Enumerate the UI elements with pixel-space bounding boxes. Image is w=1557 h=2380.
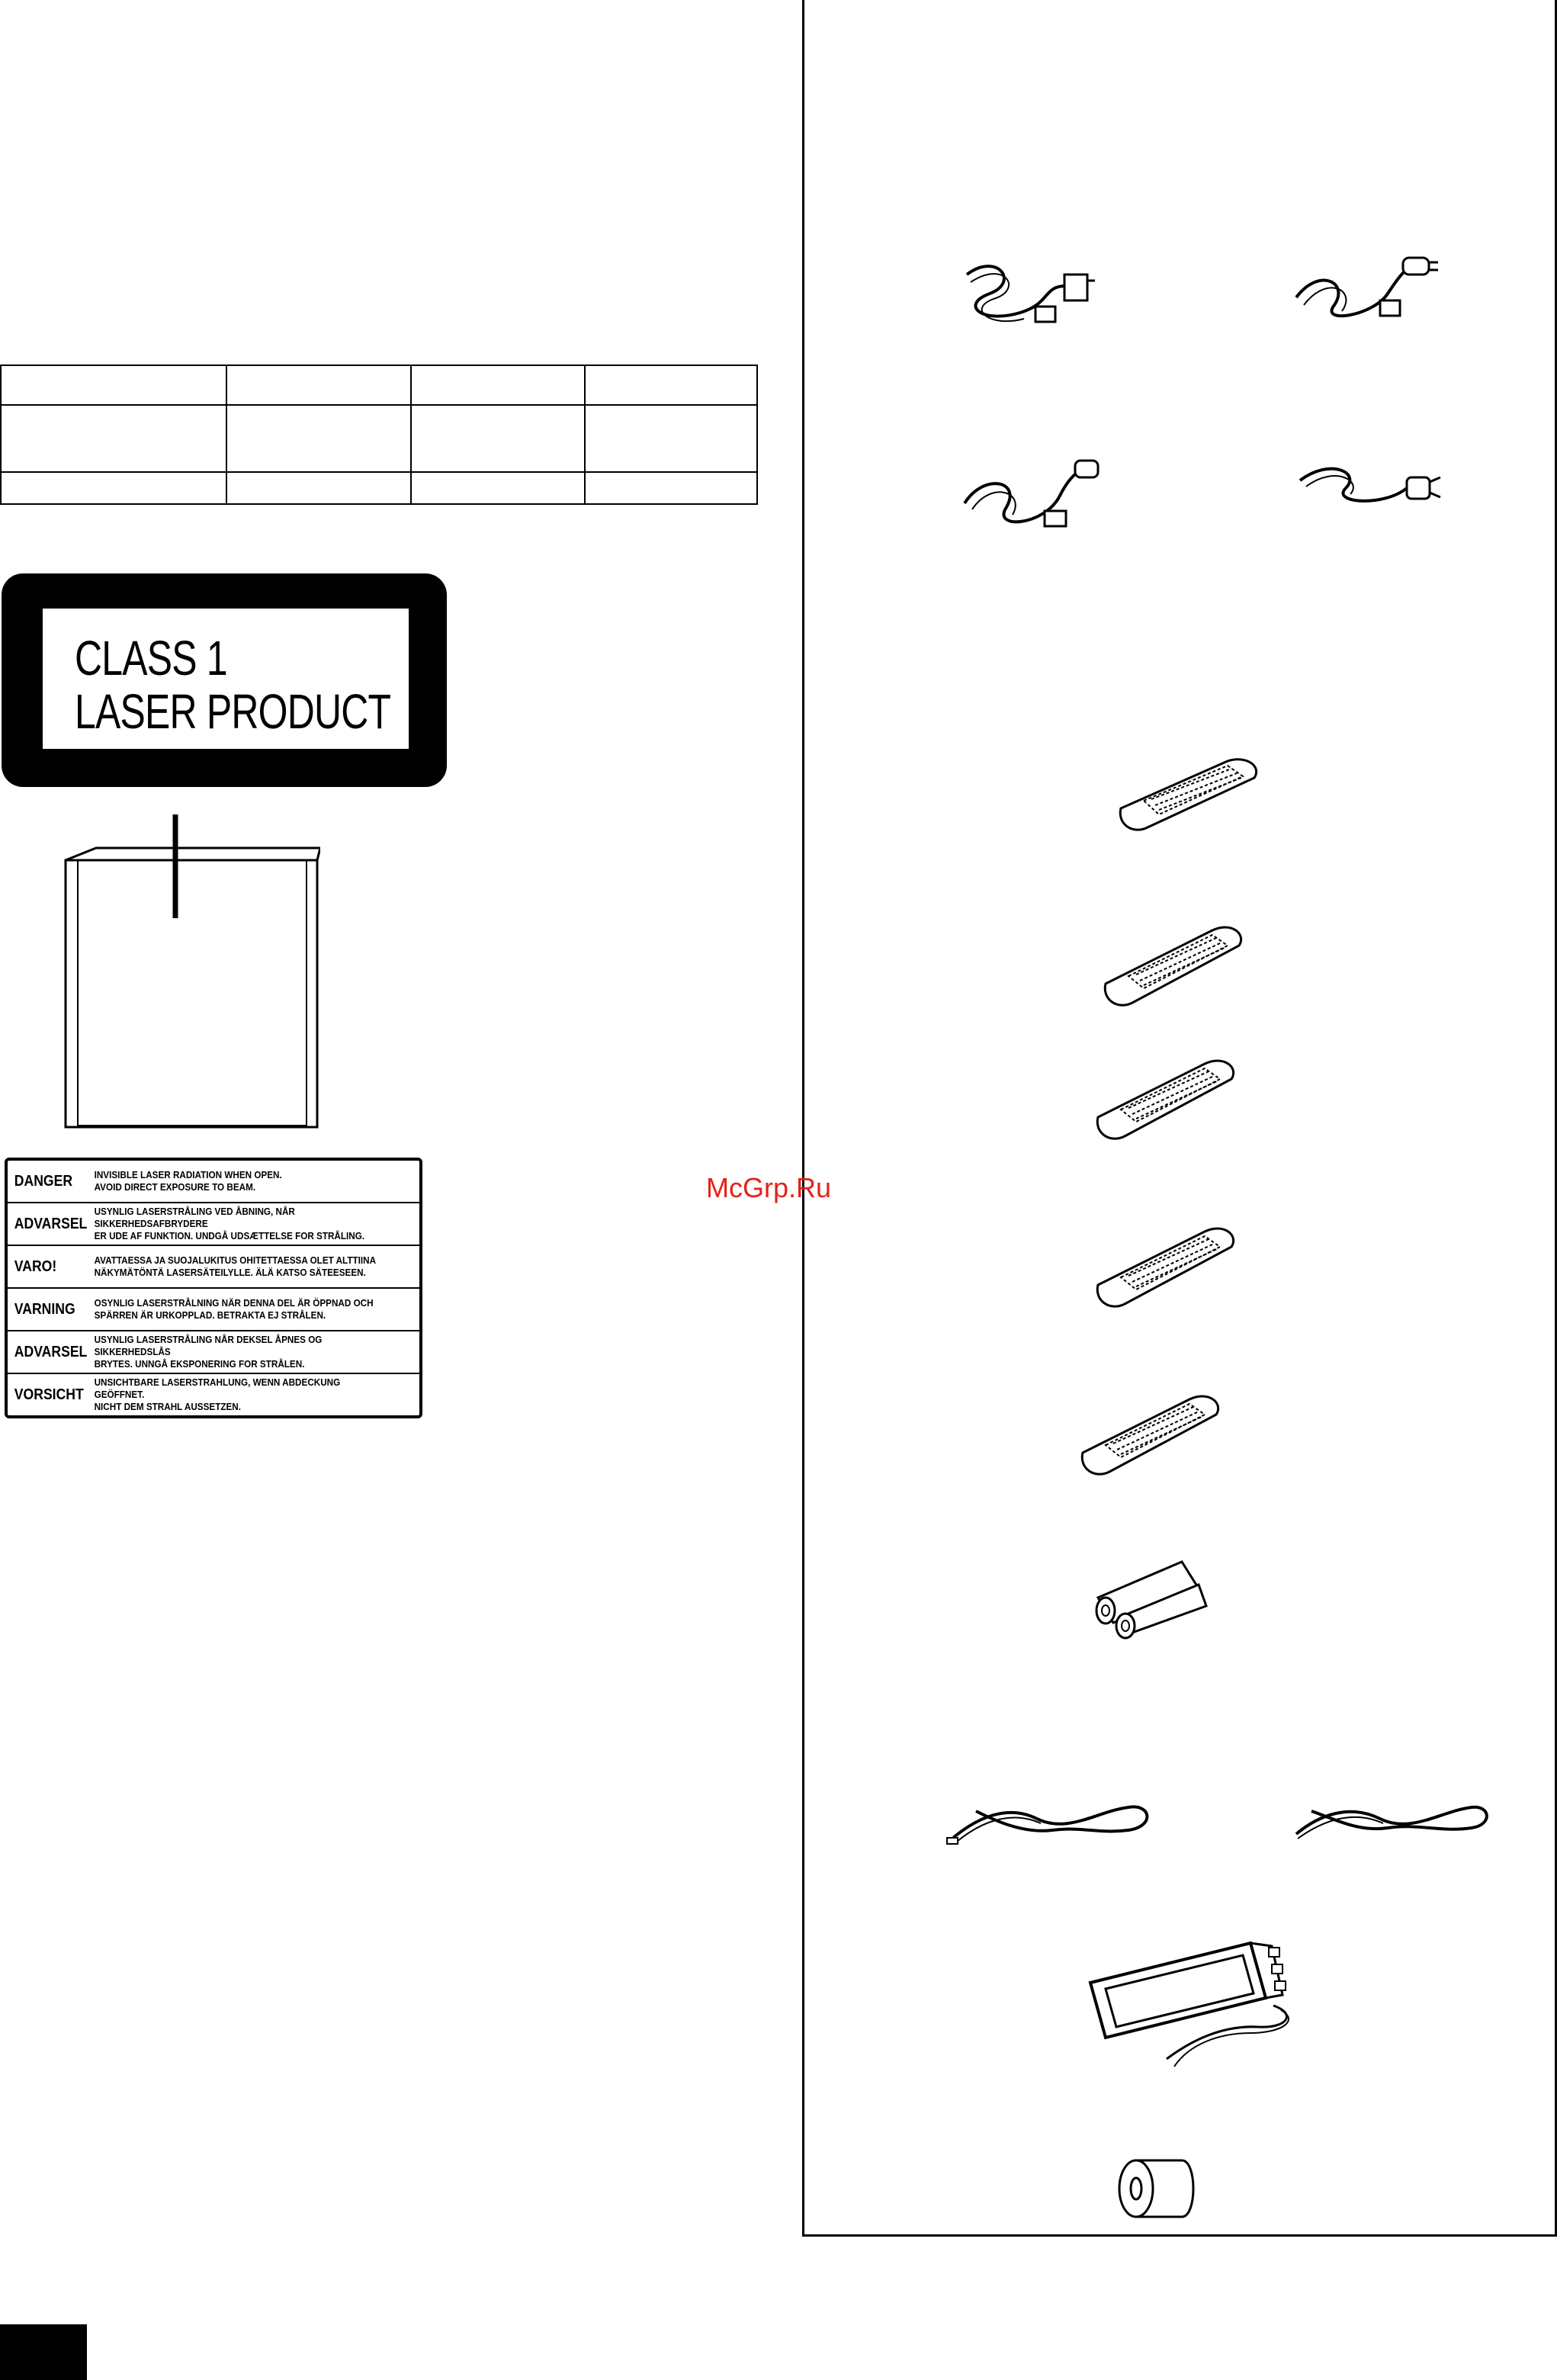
warning-row <box>8 1373 419 1415</box>
class-label-line2: LASER PRODUCT <box>75 684 391 739</box>
ferrite-core-icon <box>1113 2154 1205 2223</box>
warning-text: AVATTAESSA JA SUOJALUKITUS OHITETTAESSA OLET ALTTIINA NÄKYMÄTÖNTÄ LASERSÄTEILYLLE. ÄLÄ KATSO SÄTEESEEN. <box>94 1254 377 1278</box>
fm-antenna-wire-icon <box>945 1796 1159 1857</box>
warning-row <box>8 1202 419 1245</box>
warning-language: ADVARSEL <box>14 1343 88 1360</box>
spec-table <box>0 365 758 505</box>
watermark: McGrp.Ru <box>706 1172 832 1203</box>
remote-control-icon <box>1075 1384 1228 1483</box>
laser-warning-label <box>5 1158 422 1418</box>
warning-row <box>8 1330 419 1373</box>
ac-power-cord-uk-icon <box>952 252 1096 336</box>
warning-row <box>8 1161 419 1202</box>
warning-text: OSYNLIG LASERSTRÅLNING NÄR DENNA DEL ÄR ÖPPNAD OCH SPÄRREN ÄR URKOPPLAD. BETRAKTA EJ STRÅLEN. <box>94 1297 374 1321</box>
page-number-tab <box>0 2324 87 2380</box>
warning-language: DANGER <box>14 1172 73 1190</box>
class-label-line1: CLASS 1 <box>75 631 227 686</box>
warning-language: VARNING <box>14 1300 75 1318</box>
am-loop-antenna-icon <box>1083 1937 1311 2074</box>
unit-cabinet-illustration <box>58 814 320 1133</box>
warning-text: INVISIBLE LASER RADIATION WHEN OPEN. AVOID DIRECT EXPOSURE TO BEAM. <box>94 1169 282 1193</box>
batteries-icon <box>1083 1556 1212 1640</box>
remote-control-icon <box>1098 915 1250 1014</box>
warning-text: USYNLIG LASERSTRÅLING VED ÅBNING, NÅR SIKKERHEDSAFBRYDERE ER UDE AF FUNKTION. UNDGÅ UDSÆTTELSE FOR STRÅLING. <box>94 1206 365 1241</box>
warning-language: ADVARSEL <box>14 1215 88 1232</box>
remote-control-icon <box>1090 1049 1243 1148</box>
warning-language: VARO! <box>14 1257 57 1275</box>
warning-text: USYNLIG LASERSTRÅLING NÅR DEKSEL ÅPNES OG SIKKERHEDSLÅS BRYTES. UNNGÅ EKSPONERING FOR STRÅLEN. <box>94 1334 323 1370</box>
ac-power-cord-europe-icon <box>1289 252 1441 328</box>
class-1-laser-label <box>2 573 447 787</box>
ac-power-cord-icon <box>953 450 1106 541</box>
remote-control-icon <box>1113 755 1266 839</box>
ac-power-cord-australia-icon <box>1292 450 1445 526</box>
warning-text: UNSICHTBARE LASERSTRAHLUNG, WENN ABDECKUNG GEÖFFNET. NICHT DEM STRAHL AUSSETZEN. <box>94 1376 341 1412</box>
remote-control-icon <box>1090 1216 1243 1315</box>
am-antenna-wire-icon <box>1289 1796 1494 1857</box>
warning-language: VORSICHT <box>14 1386 84 1403</box>
warning-row <box>8 1245 419 1287</box>
warning-row <box>8 1287 419 1330</box>
